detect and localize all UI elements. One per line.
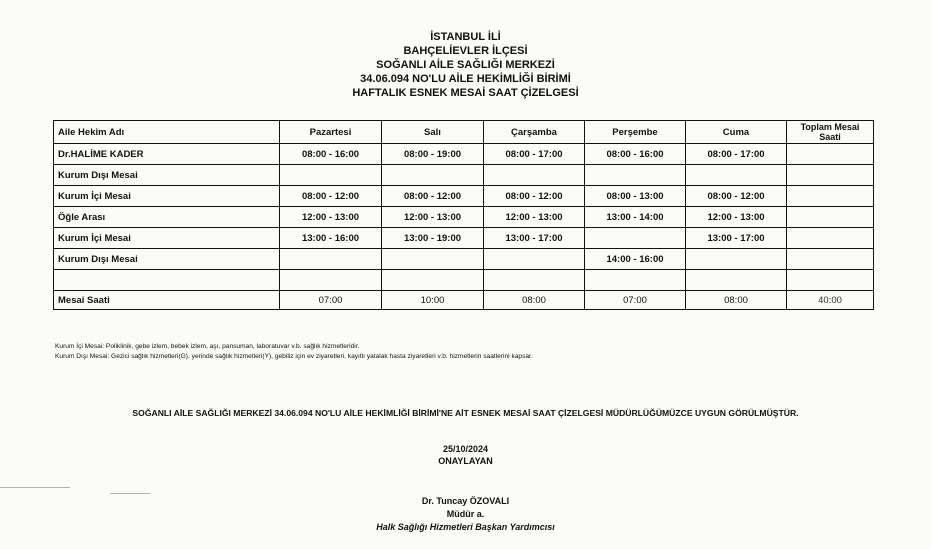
footer-cell: 08:00 — [686, 291, 787, 310]
column-header: Çarşamba — [484, 121, 585, 144]
header-title: HAFTALIK ESNEK MESAİ SAAT ÇİZELGESİ — [352, 87, 579, 99]
table-cell — [787, 249, 874, 270]
table-cell — [686, 165, 787, 186]
table-footer-row — [54, 291, 874, 310]
note-line: Kurum İçi Mesai: Poliklinik, gebe izlem, bebek izlem, aşı, pansuman, laboratuvar v.b. sağlık hizmetleridir. — [55, 343, 360, 350]
table-row — [54, 165, 874, 186]
table-cell — [382, 165, 484, 186]
table-cell: 13:00 - 19:00 — [382, 228, 484, 249]
table-cell: 12:00 - 13:00 — [382, 207, 484, 228]
footer-cell: 40:00 — [787, 291, 874, 310]
scan-artifact — [0, 487, 70, 488]
table-cell: 13:00 - 17:00 — [686, 228, 787, 249]
table-cell: 13:00 - 14:00 — [585, 207, 686, 228]
table-row — [54, 249, 874, 270]
signatory-role: Müdür a. — [446, 509, 485, 519]
table-cell: 08:00 - 12:00 — [686, 186, 787, 207]
table-cell: 08:00 - 13:00 — [585, 186, 686, 207]
column-header: Perşembe — [585, 121, 686, 144]
table-row — [54, 270, 874, 291]
table-row — [54, 144, 874, 165]
table-cell — [280, 165, 382, 186]
table-cell: 12:00 - 13:00 — [484, 207, 585, 228]
row-label: Dr.HALİME KADER — [54, 144, 280, 165]
row-label: Kurum İçi Mesai — [54, 228, 280, 249]
table-cell — [787, 144, 874, 165]
table-cell: 13:00 - 16:00 — [280, 228, 382, 249]
table-cell: 14:00 - 16:00 — [585, 249, 686, 270]
header-district: BAHÇELİEVLER İLÇESİ — [403, 45, 528, 57]
table-cell: 12:00 - 13:00 — [280, 207, 382, 228]
table-row — [54, 228, 874, 249]
table-row — [54, 186, 874, 207]
signatory-name: Dr. Tuncay ÖZOVALI — [421, 496, 510, 506]
table-cell: 12:00 - 13:00 — [686, 207, 787, 228]
table-cell — [787, 228, 874, 249]
approval-statement: SOĞANLI AİLE SAĞLIĞI MERKEZİ 34.06.094 NO'LU AİLE HEKİMLİĞİ BİRİMİ'NE AİT ESNEK MESAİ SAAT ÇİZELGESİ MÜDÜRLÜĞÜMÜZCE UYGUN GÖRÜLMÜŞTÜR. — [132, 408, 799, 418]
header-province: İSTANBUL İLİ — [430, 31, 501, 43]
table-cell — [787, 270, 874, 291]
table-cell — [484, 165, 585, 186]
table-cell — [280, 249, 382, 270]
table-cell — [382, 249, 484, 270]
table-cell: 08:00 - 16:00 — [280, 144, 382, 165]
column-header: Salı — [382, 121, 484, 144]
table-cell: 08:00 - 17:00 — [484, 144, 585, 165]
table-cell: 08:00 - 12:00 — [484, 186, 585, 207]
column-header: Toplam Mesai Saati — [787, 121, 874, 144]
column-header: Aile Hekim Adı — [54, 121, 280, 144]
header-unit: 34.06.094 NO'LU AİLE HEKİMLİĞİ BİRİMİ — [360, 73, 571, 85]
column-header: Cuma — [686, 121, 787, 144]
row-label: Kurum Dışı Mesai — [54, 165, 280, 186]
row-label: Kurum İçi Mesai — [54, 186, 280, 207]
table-row — [54, 207, 874, 228]
footer-cell: 07:00 — [585, 291, 686, 310]
table-cell — [686, 270, 787, 291]
table-cell: 08:00 - 12:00 — [382, 186, 484, 207]
row-label: Öğle Arası — [54, 207, 280, 228]
footer-cell: 10:00 — [382, 291, 484, 310]
approver-label: ONAYLAYAN — [438, 456, 493, 466]
table-cell: 08:00 - 19:00 — [382, 144, 484, 165]
table-cell — [484, 249, 585, 270]
table-cell — [585, 270, 686, 291]
table-cell — [484, 270, 585, 291]
footer-cell: 07:00 — [280, 291, 382, 310]
table-cell — [787, 186, 874, 207]
table-cell — [280, 270, 382, 291]
schedule-table — [53, 120, 874, 310]
table-cell — [787, 165, 874, 186]
table-cell — [585, 165, 686, 186]
date-block — [0, 443, 931, 467]
row-label — [54, 270, 280, 291]
footer-cell: 08:00 — [484, 291, 585, 310]
signatory-title: Halk Sağlığı Hizmetleri Başkan Yardımcısı — [376, 522, 555, 532]
table-cell: 08:00 - 16:00 — [585, 144, 686, 165]
approval-date: 25/10/2024 — [442, 444, 489, 454]
signature-block — [0, 495, 931, 534]
document-header — [0, 30, 931, 100]
table-cell — [787, 207, 874, 228]
table-cell: 08:00 - 17:00 — [686, 144, 787, 165]
scan-artifact — [110, 493, 150, 494]
table-cell: 13:00 - 17:00 — [484, 228, 585, 249]
note-line: Kurum Dışı Mesai: Gezici sağlık hizmetleri(G), yerinde sağlık hizmetleri(Y), gebiliz için ev ziyaretleri, kayıtlı yatalak hasta ziyaretleri v.b. hizmetlerin saatlerini kapsar. — [55, 353, 533, 360]
header-center: SOĞANLI AİLE SAĞLIĞI MERKEZİ — [376, 59, 555, 71]
footer-label: Mesai Saati — [54, 291, 280, 310]
table-cell — [686, 249, 787, 270]
column-header: Pazartesi — [280, 121, 382, 144]
row-label: Kurum Dışı Mesai — [54, 249, 280, 270]
table-cell: 08:00 - 12:00 — [280, 186, 382, 207]
table-header-row — [54, 121, 874, 144]
table-cell — [585, 228, 686, 249]
notes — [55, 342, 533, 362]
table-cell — [382, 270, 484, 291]
